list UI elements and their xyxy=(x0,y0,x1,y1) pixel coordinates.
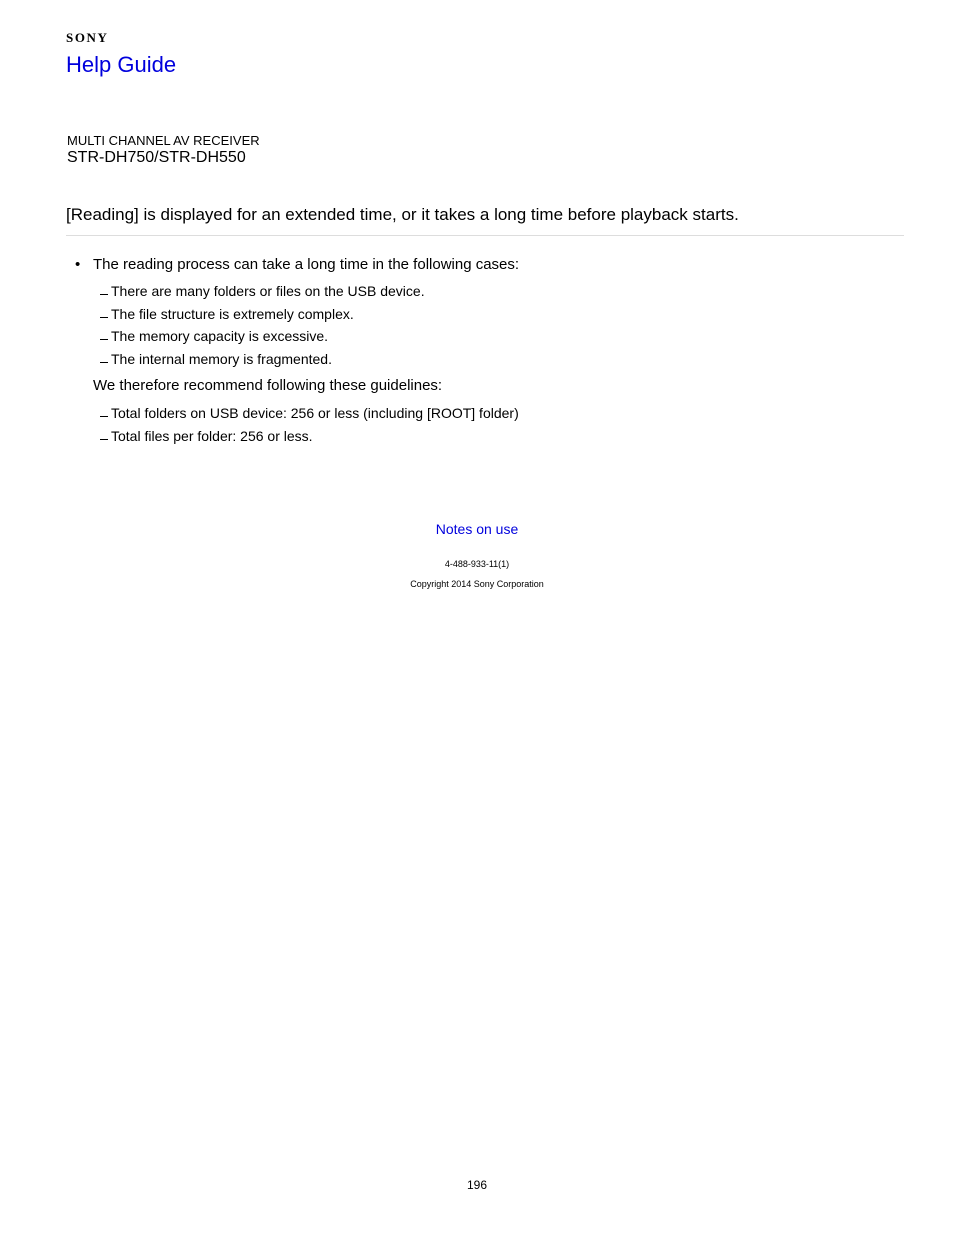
guidelines-list xyxy=(66,402,904,447)
cases-list xyxy=(66,280,904,370)
list-item xyxy=(66,348,904,371)
bullet-text: The reading process can take a long time in the following cases: xyxy=(93,256,520,273)
page-number: 196 xyxy=(466,1178,488,1192)
list-item xyxy=(66,425,904,448)
dash-icon xyxy=(100,439,108,440)
topic-title: [Reading] is displayed for an extended time, or it takes a long time before playback starts. xyxy=(66,205,739,224)
dash-icon xyxy=(100,339,108,340)
list-item xyxy=(66,303,904,326)
notes-on-use-link[interactable]: Notes on use xyxy=(435,521,519,537)
title-divider xyxy=(66,235,904,236)
help-guide-link[interactable]: Help Guide xyxy=(66,52,177,77)
list-item xyxy=(66,402,904,425)
list-item xyxy=(66,280,904,303)
dash-icon xyxy=(100,362,108,363)
recommend-text: We therefore recommend following these guidelines: xyxy=(93,377,443,394)
bullet-dot: • xyxy=(75,256,81,273)
guideline-text: Total folders on USB device: 256 or less (including [ROOT] folder) xyxy=(111,405,519,421)
sony-logo: SONY xyxy=(66,30,109,45)
product-category: MULTI CHANNEL AV RECEIVER xyxy=(67,133,260,148)
case-text: There are many folders or files on the USB device. xyxy=(111,283,425,299)
list-item xyxy=(66,325,904,348)
dash-icon xyxy=(100,317,108,318)
case-text: The internal memory is fragmented. xyxy=(111,350,332,367)
case-text: The file structure is extremely complex. xyxy=(111,305,354,322)
copyright-text: Copyright 2014 Sony Corporation xyxy=(410,579,544,589)
topic-body xyxy=(66,254,904,447)
bullet-item xyxy=(66,254,904,276)
dash-icon xyxy=(100,416,108,417)
dash-icon xyxy=(100,294,108,295)
model-name: STR-DH750/STR-DH550 xyxy=(67,149,246,166)
document-number: 4-488-933-11(1) xyxy=(444,559,510,569)
case-text: The memory capacity is excessive. xyxy=(111,328,329,344)
guideline-text: Total files per folder: 256 or less. xyxy=(111,427,313,444)
